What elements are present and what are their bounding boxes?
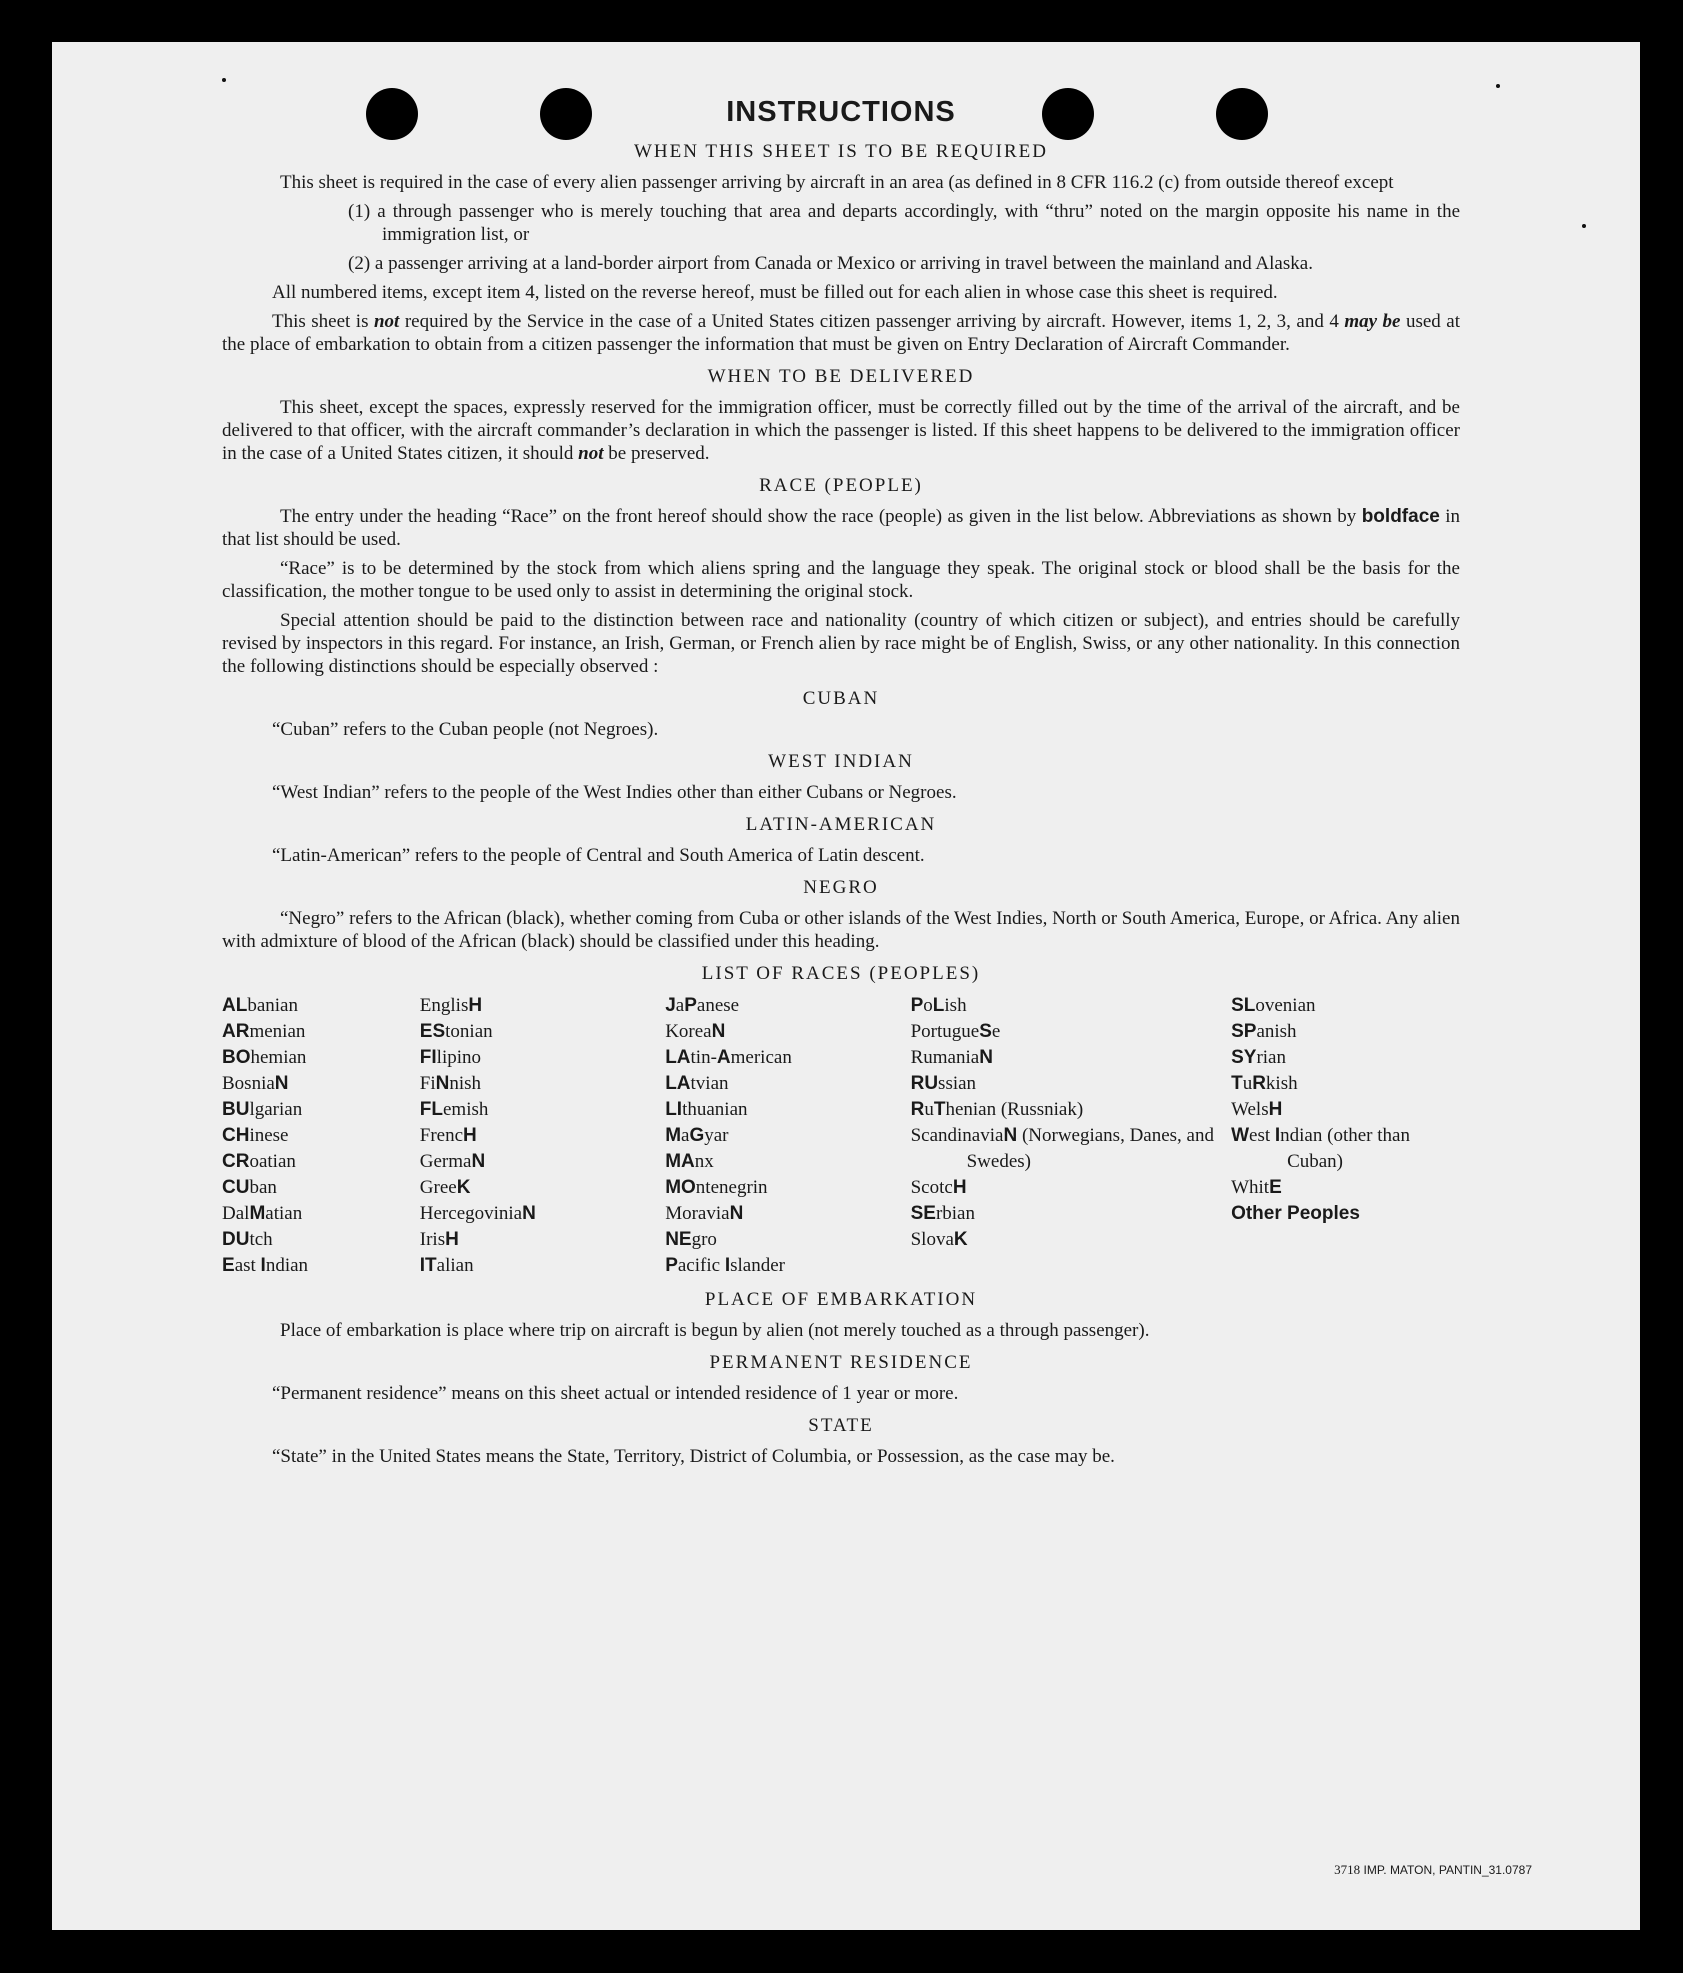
punch-hole (366, 88, 418, 140)
heading-cuban: CUBAN (802, 688, 880, 709)
race-entry: RUssian (910, 1073, 977, 1094)
punch-hole (1042, 88, 1094, 140)
race-entry: KoreaN (665, 1021, 726, 1042)
race-entry: WhitE (1231, 1177, 1282, 1198)
heading-when-delivered: WHEN TO BE DELIVERED (707, 366, 975, 387)
printer-mark: IMP. MATON, PANTIN_31.0787 (1363, 1863, 1532, 1877)
race-entry: East Indian (222, 1255, 309, 1276)
race-entry: CHinese (222, 1125, 289, 1146)
race-entry: ARmenian (222, 1021, 306, 1042)
race-entry: CUban (222, 1177, 277, 1198)
heading-west-indian: WEST INDIAN (768, 751, 914, 772)
punch-hole (1216, 88, 1268, 140)
race-entry: EnglisH (419, 995, 483, 1016)
race-entry: West Indian (other than Cuban) (1231, 1125, 1410, 1172)
race-entry: NEgro (665, 1229, 717, 1250)
race-entry: FiNnish (419, 1073, 482, 1094)
page-title: INSTRUCTIONS (726, 96, 956, 128)
list-item: (1) a through passenger who is merely touching that area and departs accordingly, with “thru” noted on the margin opposite his name in the immigration list, or (348, 201, 1460, 245)
race-entry: JaPanese (665, 995, 740, 1016)
paragraph: “West Indian” refers to the people of the West Indies other than either Cubans or Negroes. (272, 782, 957, 803)
race-entry: MAnx (665, 1151, 714, 1172)
paragraph: Special attention should be paid to the distinction between race and nationality (country of which citizen or subject), and entries should be carefully revised by inspectors in this regard. For instance, an Irish, German, or French alien by race might be of English, Swiss, or any other nationality. In this connection the following distinctions should be especially observed : (222, 610, 1460, 677)
race-entry: LAtvian (665, 1073, 729, 1094)
heading-negro: NEGRO (803, 877, 879, 898)
race-entry: ALbanian (222, 995, 298, 1016)
race-entry: ScandinaviaN (Norwegians, Danes, and Swedes) (910, 1125, 1214, 1172)
race-entry: FrencH (419, 1125, 477, 1146)
race-entry: RumaniaN (910, 1047, 993, 1068)
race-entry: ScotcH (910, 1177, 967, 1198)
heading-race: RACE (PEOPLE) (759, 475, 923, 496)
race-entry: IrisH (419, 1229, 459, 1250)
race-entry: EStonian (419, 1021, 493, 1042)
race-entry: RuThenian (Russniak) (910, 1099, 1084, 1120)
paragraph: This sheet is not required by the Service in the case of a United States citizen passenger arriving by aircraft. However, items 1, 2, 3, and 4 may be used at the place of embarkation to obtain from a citizen passenger the information that must be given on Entry Declaration of Aircraft Commander. (222, 311, 1461, 355)
race-entry: Pacific Islander (665, 1255, 785, 1276)
heading-list-of-races: LIST OF RACES (PEOPLES) (701, 963, 981, 984)
heading-residence: PERMANENT RESIDENCE (709, 1352, 973, 1373)
races-column (420, 993, 665, 1279)
race-entry: BOhemian (222, 1047, 307, 1068)
punch-hole (540, 88, 592, 140)
races-list (222, 993, 1460, 1279)
form-footer (1334, 1862, 1532, 1878)
race-entry: CRoatian (222, 1151, 296, 1172)
race-entry: GermaN (419, 1151, 486, 1172)
speck (1582, 224, 1586, 228)
paragraph: “Race” is to be determined by the stock from which aliens spring and the language they speak. The original stock or blood shall be the basis for the classification, the mother tongue to be used only to assist in determining the original stock. (222, 558, 1460, 602)
heading-embarkation: PLACE OF EMBARKATION (704, 1289, 978, 1310)
paragraph: “Latin-American” refers to the people of Central and South America of Latin descent. (272, 845, 925, 866)
paragraph: This sheet, except the spaces, expressly reserved for the immigration officer, must be correctly filled out by the time of the arrival of the aircraft, and be delivered to that officer, with the aircraft commander’s declaration in which the passenger is listed. If this sheet happens to be delivered to the immigration officer in the case of a United States citizen, it should not be preserved. (222, 397, 1460, 464)
heading-state: STATE (808, 1415, 874, 1436)
race-entry: MOntenegrin (665, 1177, 768, 1198)
paragraph: “Negro” refers to the African (black), whether coming from Cuba or other islands of the West Indies, North or South America, Europe, or Africa. Any alien with admixture of blood of the African (black) should be classified under this heading. (222, 908, 1460, 952)
race-entry: SlovaK (910, 1229, 968, 1250)
races-column (911, 993, 1231, 1279)
speck (222, 78, 226, 82)
race-entry: LIthuanian (665, 1099, 748, 1120)
race-entry: HercegoviniaN (419, 1203, 536, 1224)
races-column (1231, 993, 1460, 1279)
race-entry: PoLish (910, 995, 967, 1016)
paragraph: Place of embarkation is place where trip on aircraft is begun by alien (not merely touched as a through passenger). (280, 1320, 1150, 1341)
paragraph: “State” in the United States means the State, Territory, District of Columbia, or Possession, as the case may be. (272, 1446, 1115, 1467)
race-entry: MoraviaN (665, 1203, 744, 1224)
race-entry: SPanish (1231, 1021, 1297, 1042)
paragraph: All numbered items, except item 4, listed on the reverse hereof, must be filled out for each alien in whose case this sheet is required. (272, 282, 1278, 303)
race-entry: SYrian (1231, 1047, 1286, 1068)
race-entry: DalMatian (222, 1203, 303, 1224)
list-item: (2) a passenger arriving at a land-border airport from Canada or Mexico or arriving in travel between the mainland and Alaska. (348, 253, 1313, 274)
paragraph: This sheet is required in the case of every alien passenger arriving by aircraft in an area (as defined in 8 CFR 116.2 (c) from outside thereof except (280, 172, 1394, 193)
paragraph: The entry under the heading “Race” on the front hereof should show the race (people) as given in the list below. Abbreviations as shown by boldface in that list should be used. (222, 506, 1461, 550)
race-entry: FLemish (419, 1099, 489, 1120)
race-entry: SErbian (910, 1203, 975, 1224)
races-column (665, 993, 910, 1279)
speck (1496, 84, 1500, 88)
race-entry: FIlipino (419, 1047, 482, 1068)
race-entry: BUlgarian (222, 1099, 303, 1120)
races-column (222, 993, 420, 1279)
race-entry: SLovenian (1231, 995, 1316, 1016)
paragraph: “Cuban” refers to the Cuban people (not Negroes). (272, 719, 659, 740)
race-entry: TuRkish (1231, 1073, 1298, 1094)
race-entry: LAtin-American (665, 1047, 792, 1068)
race-entry: PortugueSe (910, 1021, 1001, 1042)
race-entry: DUtch (222, 1229, 273, 1250)
race-entry: Other Peoples (1231, 1203, 1360, 1224)
race-entry: WelsH (1231, 1099, 1283, 1120)
form-number: 3718 (1334, 1862, 1361, 1877)
race-entry: BosniaN (222, 1073, 289, 1094)
paragraph: “Permanent residence” means on this sheet actual or intended residence of 1 year or more. (272, 1383, 959, 1404)
race-entry: ITalian (419, 1255, 474, 1276)
race-entry: GreeK (419, 1177, 471, 1198)
document-page (52, 42, 1640, 1930)
heading-latin-american: LATIN-AMERICAN (745, 814, 937, 835)
heading-when-required: WHEN THIS SHEET IS TO BE REQUIRED (634, 141, 1048, 162)
race-entry: MaGyar (665, 1125, 729, 1146)
